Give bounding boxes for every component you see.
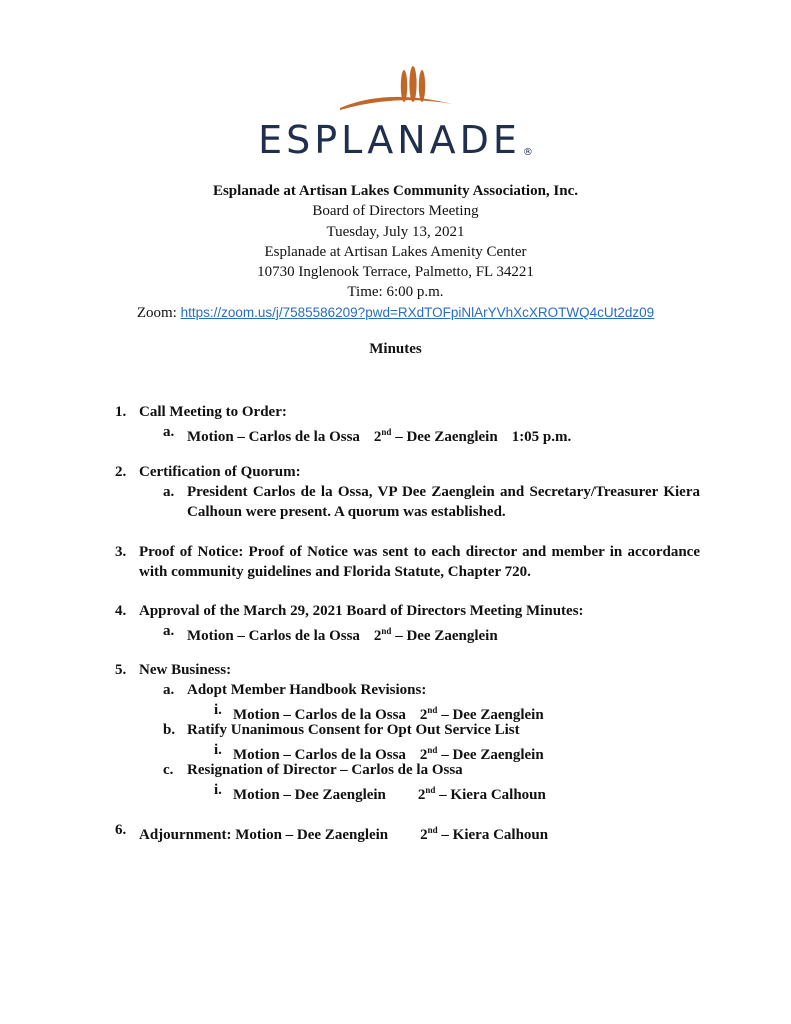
item-number: 5. [115, 662, 127, 678]
zoom-line [0, 303, 791, 323]
sub-letter: c. [163, 762, 174, 778]
item-number: 3. [115, 544, 127, 560]
item-number: 1. [115, 404, 127, 420]
motion-text: Motion – Carlos de la Ossa 2nd – Dee Zaenglein [187, 626, 498, 644]
sub-letter: a. [163, 623, 175, 639]
adjournment-text: Adjournment: Motion – Dee Zaenglein 2nd – Kiera Calhoun [139, 825, 549, 843]
meeting-address: 10730 Inglenook Terrace, Palmetto, FL 34221 [257, 264, 534, 281]
item-title: Call Meeting to Order: [139, 404, 287, 420]
organization-name: Esplanade at Artisan Lakes Community Association, Inc. [212, 183, 579, 199]
item-title: New Business: [139, 662, 232, 678]
item-number: 6. [115, 822, 127, 838]
meeting-type: Board of Directors Meeting [312, 203, 479, 220]
item-title: Approval of the March 29, 2021 Board of Directors Meeting Minutes: [139, 603, 584, 619]
sub-letter: a. [163, 682, 175, 698]
motion-text: Motion – Carlos de la Ossa 2nd – Dee Zaenglein [233, 705, 544, 723]
roman-numeral: i. [214, 782, 222, 798]
sub-title: Adopt Member Handbook Revisions: [187, 682, 427, 698]
item-title: Certification of Quorum: [139, 464, 301, 480]
item-number: 4. [115, 603, 127, 619]
meeting-time: Time: 6:00 p.m. [347, 284, 444, 301]
sub-letter: a. [163, 484, 175, 500]
zoom-label: Zoom: [136, 304, 177, 321]
roman-numeral: i. [214, 702, 222, 718]
cypress-trees-swoosh-icon [336, 62, 456, 114]
quorum-text: President Carlos de la Ossa, VP Dee Zaenglein and Secretary/Treasurer Kiera Calhoun were present. A quorum was established. [187, 484, 700, 520]
notice-text: Proof of Notice: Proof of Notice was sent to each director and member in accordance with community guidelines and Florida Statute, Chapter 720. [139, 544, 700, 580]
sub-title: Ratify Unanimous Consent for Opt Out Service List [187, 722, 520, 738]
motion-text: Motion – Carlos de la Ossa 2nd – Dee Zaenglein 1:05 p.m. [187, 427, 572, 445]
motion-text: Motion – Carlos de la Ossa 2nd – Dee Zaenglein [233, 745, 544, 763]
meeting-header [0, 181, 791, 323]
item-number: 2. [115, 464, 127, 480]
meeting-date: Tuesday, July 13, 2021 [326, 223, 465, 240]
sub-title: Resignation of Director – Carlos de la Ossa [187, 762, 463, 778]
sub-letter: a. [163, 424, 175, 440]
motion-text: Motion – Dee Zaenglein 2nd – Kiera Calhoun [233, 785, 546, 803]
roman-numeral: i. [214, 742, 222, 758]
meeting-venue: Esplanade at Artisan Lakes Amenity Center [264, 243, 527, 260]
zoom-link[interactable]: https://zoom.us/j/7585586209?pwd=RXdTOFpiNlArYVhXcXROTWQ4cUt2dz09 [180, 304, 655, 320]
logo-wordmark: ESPLANADE ® [258, 118, 533, 162]
minutes-title: Minutes [369, 341, 422, 357]
sub-letter: b. [163, 722, 176, 738]
